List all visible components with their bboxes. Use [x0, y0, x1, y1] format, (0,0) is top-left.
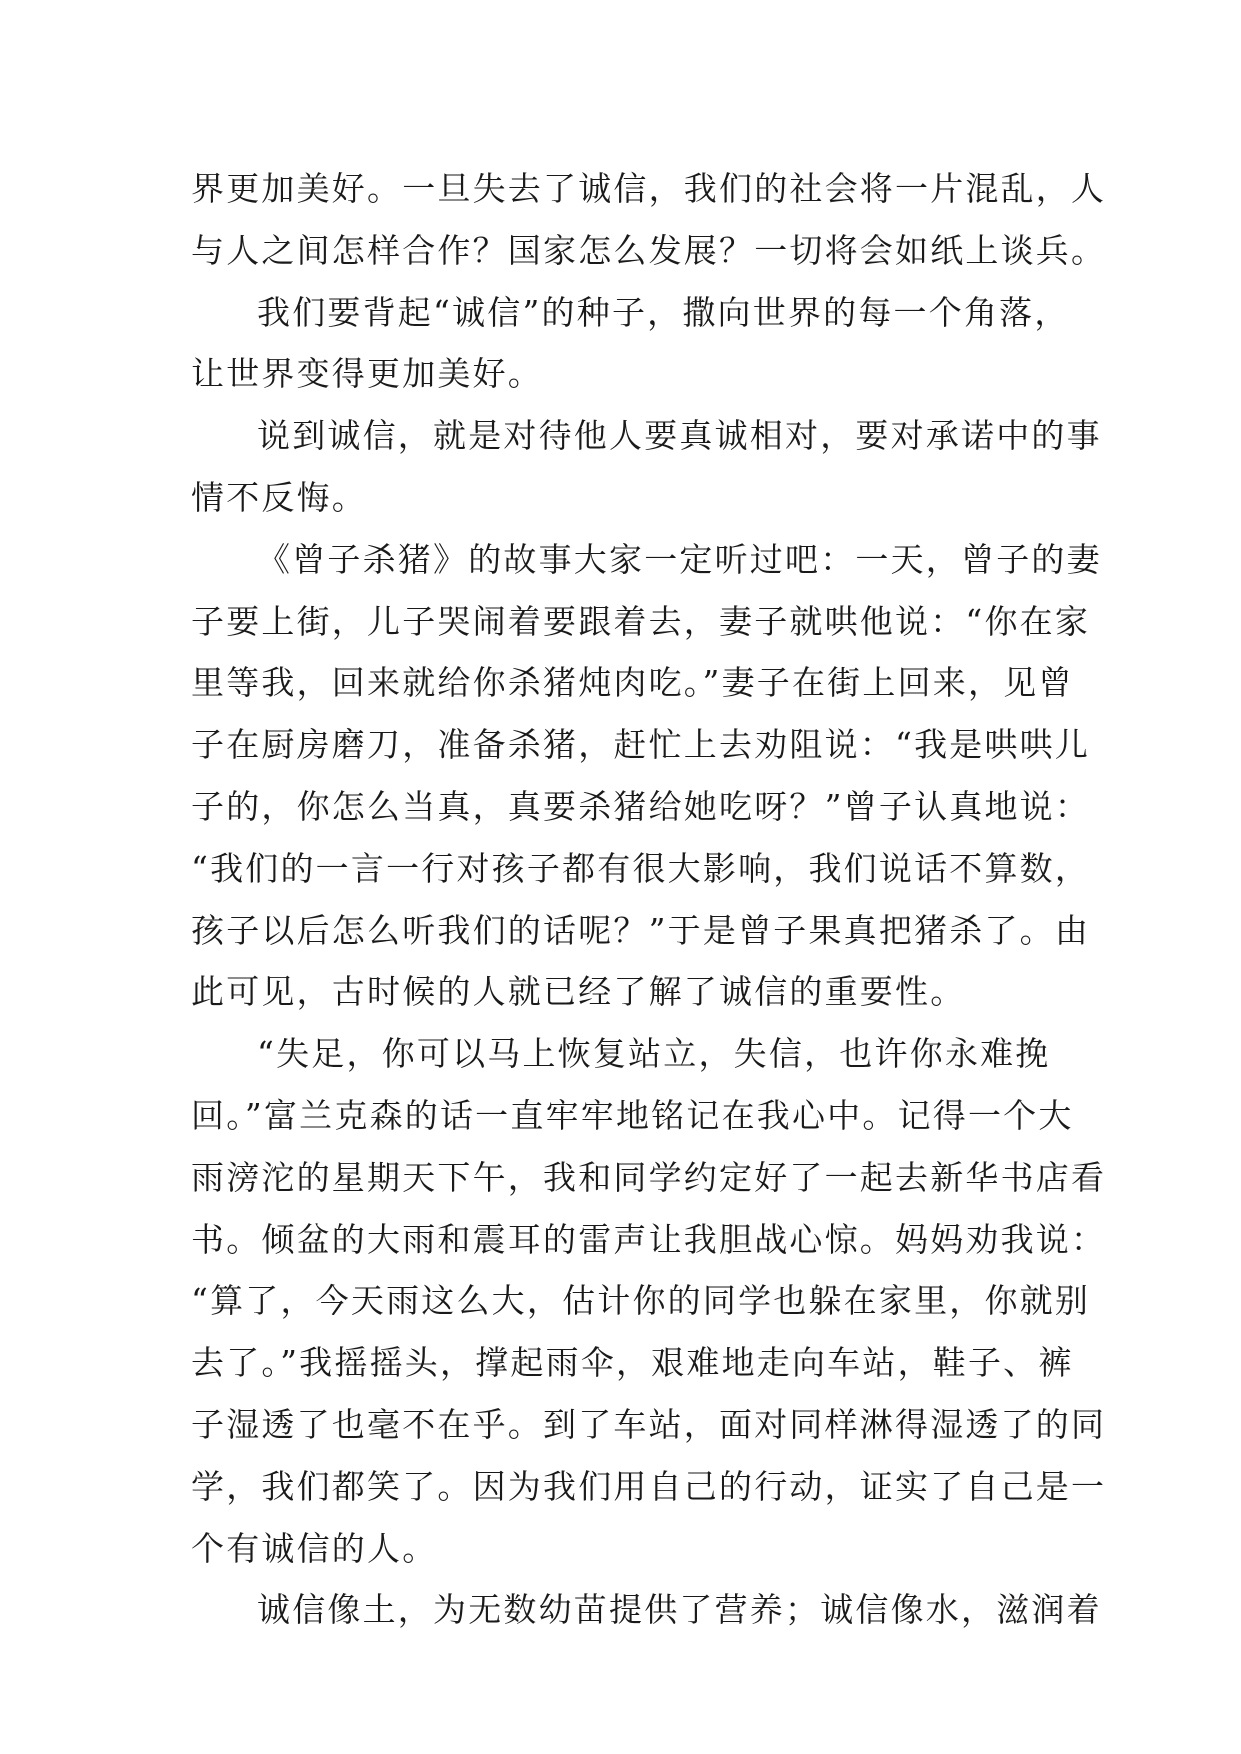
text-line: 此可见，古时候的人就已经了解了诚信的重要性。: [191, 972, 966, 1012]
text-line: 子在厨房磨刀，准备杀猪，赶忙上去劝阻说：“我是哄哄儿: [191, 725, 1091, 765]
text-line: 情不反悔。: [191, 477, 367, 517]
text-line: “我们的一言一行对孩子都有很大影响，我们说话不算数，: [191, 848, 1091, 888]
text-line: “失足，你可以马上恢复站立，失信，也许你永难挽: [257, 1034, 1051, 1074]
text-line: 回。”富兰克森的话一直牢牢地铭记在我心中。记得一个大: [191, 1095, 1074, 1135]
text-line: 我们要背起“诚信”的种子，撒向世界的每一个角落，: [257, 292, 1070, 332]
text-line: 个有诚信的人。: [191, 1528, 438, 1568]
text-line: 诚信像土，为无数幼苗提供了营养；诚信像水，滋润着: [257, 1590, 1102, 1630]
text-line: 雨滂沱的星期天下午，我和同学约定好了一起去新华书店看: [191, 1157, 1107, 1197]
text-line: 去了。”我摇摇头，撑起雨伞，艰难地走向车站，鞋子、裤: [191, 1343, 1074, 1383]
text-line: 学，我们都笑了。因为我们用自己的行动，证实了自己是一: [191, 1466, 1107, 1506]
text-line: 子的，你怎么当真，真要杀猪给她吃呀？”曾子认真地说：: [191, 786, 1091, 826]
text-line: 子湿透了也毫不在乎。到了车站，面对同样淋得湿透了的同: [191, 1404, 1107, 1444]
text-line: “算了，今天雨这么大，估计你的同学也躲在家里，你就别: [191, 1281, 1091, 1321]
text-line: 《曾子杀猪》的故事大家一定听过吧：一天，曾子的妻: [257, 539, 1102, 579]
text-line: 孩子以后怎么听我们的话呢？”于是曾子果真把猪杀了。由: [191, 910, 1091, 950]
text-line: 书。倾盆的大雨和震耳的雷声让我胆战心惊。妈妈劝我说：: [191, 1219, 1107, 1259]
text-line: 说到诚信，就是对待他人要真诚相对，要对承诺中的事: [257, 416, 1102, 456]
body-text: [191, 158, 1107, 1641]
text-line: 里等我，回来就给你杀猪炖肉吃。”妻子在街上回来，见曾: [191, 663, 1074, 703]
text-line: 子要上街，儿子哭闹着要跟着去，妻子就哄他说：“你在家: [191, 601, 1091, 641]
text-line: 让世界变得更加美好。: [191, 354, 543, 394]
text-line: 界更加美好。一旦失去了诚信，我们的社会将一片混乱，人: [191, 169, 1107, 208]
text-line: 与人之间怎样合作？国家怎么发展？一切将会如纸上谈兵。: [191, 230, 1107, 270]
